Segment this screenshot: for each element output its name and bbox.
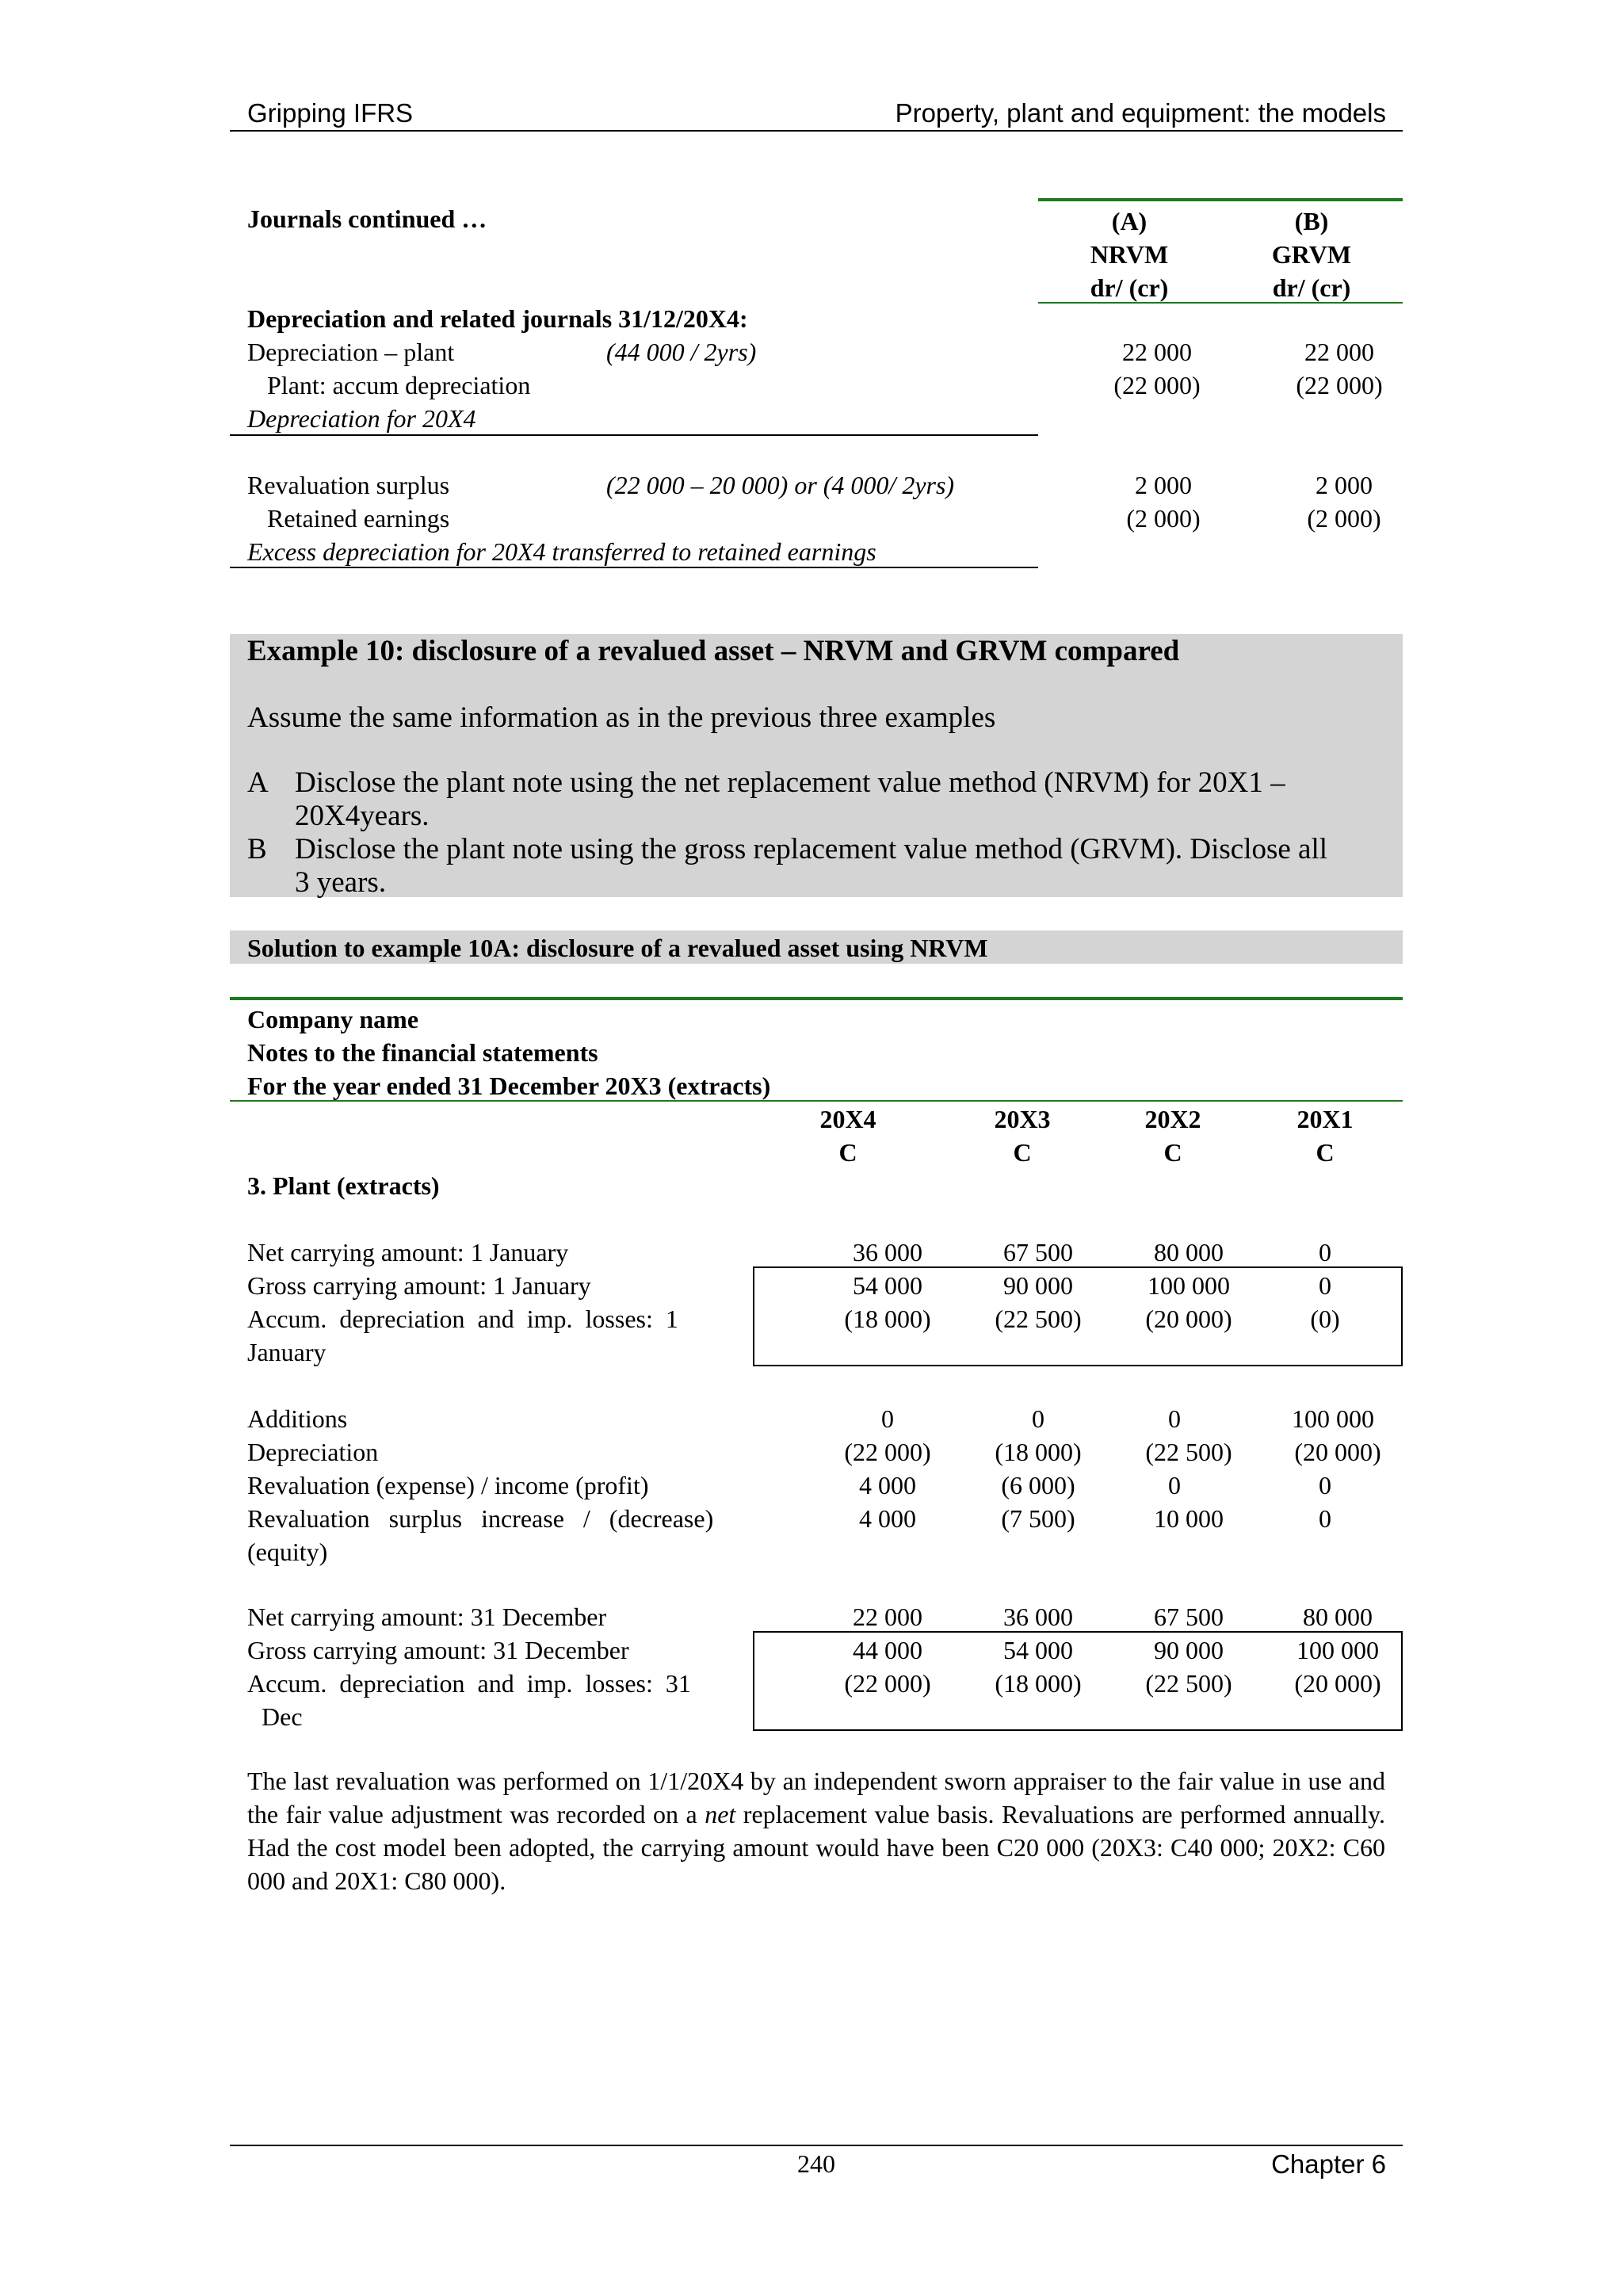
j2-a-cr: (2 000)	[1126, 504, 1201, 533]
row-acc-open-label-2: January	[247, 1338, 327, 1366]
row-acc-open-label: Accum. depreciation and imp. losses: 1	[247, 1305, 678, 1333]
j1-rule	[230, 434, 1038, 436]
row-acc-close-label: Accum. depreciation and imp. losses: 31	[247, 1669, 691, 1698]
j2-b-dr: 2 000	[1316, 471, 1373, 499]
year-col-2: 20X3	[994, 1105, 1051, 1133]
row-depreciation-c3: (22 500)	[1145, 1438, 1232, 1466]
row-nca-open-c3: 80 000	[1154, 1238, 1224, 1266]
note-title: 3. Plant (extracts)	[247, 1171, 440, 1200]
currency-col-2: C	[1013, 1138, 1032, 1167]
row-additions-c4: 100 000	[1292, 1404, 1374, 1433]
row-nca-open-c4: 0	[1319, 1238, 1331, 1266]
row-acc-close-c4: (20 000)	[1294, 1669, 1381, 1698]
row-gca-open-label: Gross carrying amount: 1 January	[247, 1271, 591, 1300]
row-reval-eq-c1: 4 000	[859, 1504, 916, 1533]
row-nca-close-c2: 36 000	[1003, 1603, 1073, 1631]
row-acc-close-c1: (22 000)	[844, 1669, 931, 1698]
header-rule	[230, 130, 1403, 132]
row-gca-close-c1: 44 000	[853, 1636, 922, 1664]
row-reval-pl-c3: 0	[1168, 1471, 1181, 1499]
row-additions-label: Additions	[247, 1404, 348, 1433]
row-nca-open-c1: 36 000	[853, 1238, 922, 1266]
j1-narration: Depreciation for 20X4	[247, 404, 476, 433]
col-a-header: (A) NRVM dr/ (cr)	[1090, 207, 1169, 302]
currency-col-4: C	[1316, 1138, 1335, 1167]
row-gca-close-label: Gross carrying amount: 31 December	[247, 1636, 629, 1664]
row-reval-pl-c2: (6 000)	[1001, 1471, 1075, 1499]
row-gca-open-c2: 90 000	[1003, 1271, 1073, 1300]
j2-calc: (22 000 – 20 000) or (4 000/ 2yrs)	[606, 471, 955, 499]
j2-rule	[230, 567, 1038, 568]
example-a-line2: 20X4years.	[295, 800, 430, 832]
row-acc-open-c3: (20 000)	[1145, 1305, 1232, 1333]
currency-col-1: C	[838, 1138, 857, 1167]
currency-col-3: C	[1163, 1138, 1182, 1167]
example-a-line1: Disclose the plant note using the net replacement value method (NRVM) for 20X1 –	[295, 766, 1285, 799]
journals-col-bottom-rule	[1038, 302, 1403, 304]
row-gca-open-c3: 100 000	[1148, 1271, 1230, 1300]
row-additions-c3: 0	[1168, 1404, 1181, 1433]
row-nca-open-label: Net carrying amount: 1 January	[247, 1238, 569, 1266]
row-acc-close-c2: (18 000)	[995, 1669, 1082, 1698]
row-acc-close-c3: (22 500)	[1145, 1669, 1232, 1698]
journals-section-title: Depreciation and related journals 31/12/20X4:	[247, 304, 748, 333]
j1-dr-account: Depreciation – plant	[247, 338, 455, 366]
footer-rule	[230, 2145, 1403, 2146]
j2-dr-account: Revaluation surplus	[247, 471, 450, 499]
j1-a-dr: 22 000	[1122, 338, 1192, 366]
row-reval-pl-c1: 4 000	[859, 1471, 916, 1499]
journals-col-top-rule	[1038, 198, 1403, 201]
row-gca-close-c4: 100 000	[1296, 1636, 1379, 1664]
j2-a-dr: 2 000	[1135, 471, 1192, 499]
j1-calc: (44 000 / 2yrs)	[606, 338, 757, 366]
note-top-rule	[230, 997, 1403, 1000]
row-reval-eq-c2: (7 500)	[1001, 1504, 1075, 1533]
revaluation-paragraph: The last revaluation was performed on 1/1/20X4 by an independent sworn appraiser to the fair value in use and the fair value adjustment was recorded on a net replacement value basis. Revaluations are performed annually. Had the cost model been adopted, the carrying amount would have been C20 000 (20X3: C40 000; 20X2: C60 000 and 20X1: C80 000).	[247, 1767, 1386, 1895]
row-gca-close-c2: 54 000	[1003, 1636, 1073, 1664]
header-right: Property, plant and equipment: the models	[895, 98, 1386, 128]
year-col-1: 20X4	[819, 1105, 876, 1133]
example-intro: Assume the same information as in the previous three examples	[247, 701, 996, 734]
row-acc-open-c1: (18 000)	[844, 1305, 931, 1333]
journals-title: Journals continued …	[247, 204, 487, 233]
row-reval-eq-c3: 10 000	[1154, 1504, 1224, 1533]
page-number: 240	[797, 2149, 835, 2178]
row-acc-close-label-2: Dec	[262, 1702, 303, 1731]
year-ended: For the year ended 31 December 20X3 (extracts)	[247, 1072, 771, 1100]
row-reval-eq-label-2: (equity)	[247, 1538, 328, 1566]
row-depreciation-c4: (20 000)	[1294, 1438, 1381, 1466]
row-nca-close-label: Net carrying amount: 31 December	[247, 1603, 607, 1631]
j2-b-cr: (2 000)	[1307, 504, 1381, 533]
j1-b-cr: (22 000)	[1296, 371, 1383, 399]
row-additions-c2: 0	[1032, 1404, 1044, 1433]
note-header-rule	[230, 1100, 1403, 1102]
notes-title: Notes to the financial statements	[247, 1038, 598, 1067]
header-left: Gripping IFRS	[247, 98, 414, 128]
row-additions-c1: 0	[881, 1404, 894, 1433]
row-gca-close-c3: 90 000	[1154, 1636, 1224, 1664]
row-reval-pl-c4: 0	[1319, 1471, 1331, 1499]
row-depreciation-c1: (22 000)	[844, 1438, 931, 1466]
row-reval-eq-c4: 0	[1319, 1504, 1331, 1533]
row-nca-open-c2: 67 500	[1003, 1238, 1073, 1266]
company-name: Company name	[247, 1005, 419, 1033]
row-nca-close-c3: 67 500	[1154, 1603, 1224, 1631]
row-nca-close-c1: 22 000	[853, 1603, 922, 1631]
row-gca-open-c1: 54 000	[853, 1271, 922, 1300]
j1-cr-account: Plant: accum depreciation	[267, 371, 531, 399]
row-gca-open-c4: 0	[1319, 1271, 1331, 1300]
row-depreciation-label: Depreciation	[247, 1438, 379, 1466]
row-reval-eq-label: Revaluation surplus increase / (decrease)	[247, 1504, 714, 1533]
j1-b-dr: 22 000	[1304, 338, 1374, 366]
j2-cr-account: Retained earnings	[267, 504, 450, 533]
j1-a-cr: (22 000)	[1113, 371, 1201, 399]
example-b-line1: Disclose the plant note using the gross replacement value method (GRVM). Disclose all	[295, 833, 1328, 865]
row-reval-pl-label: Revaluation (expense) / income (profit)	[247, 1471, 649, 1499]
year-col-3: 20X2	[1144, 1105, 1201, 1133]
j2-narration: Excess depreciation for 20X4 transferred to retained earnings	[247, 537, 876, 566]
chapter-label: Chapter 6	[1271, 2149, 1386, 2179]
row-nca-close-c4: 80 000	[1303, 1603, 1373, 1631]
row-depreciation-c2: (18 000)	[995, 1438, 1082, 1466]
solution-title: Solution to example 10A: disclosure of a revalued asset using NRVM	[247, 934, 988, 962]
example-b-label: B	[247, 833, 267, 865]
row-acc-open-c2: (22 500)	[995, 1305, 1082, 1333]
example-a-label: A	[247, 766, 269, 799]
example-b-line2: 3 years.	[295, 866, 387, 899]
example-title: Example 10: disclosure of a revalued asset – NRVM and GRVM compared	[247, 635, 1180, 667]
row-acc-open-c4: (0)	[1310, 1305, 1340, 1333]
year-col-4: 20X1	[1296, 1105, 1354, 1133]
col-b-header: (B) GRVM dr/ (cr)	[1271, 207, 1352, 302]
